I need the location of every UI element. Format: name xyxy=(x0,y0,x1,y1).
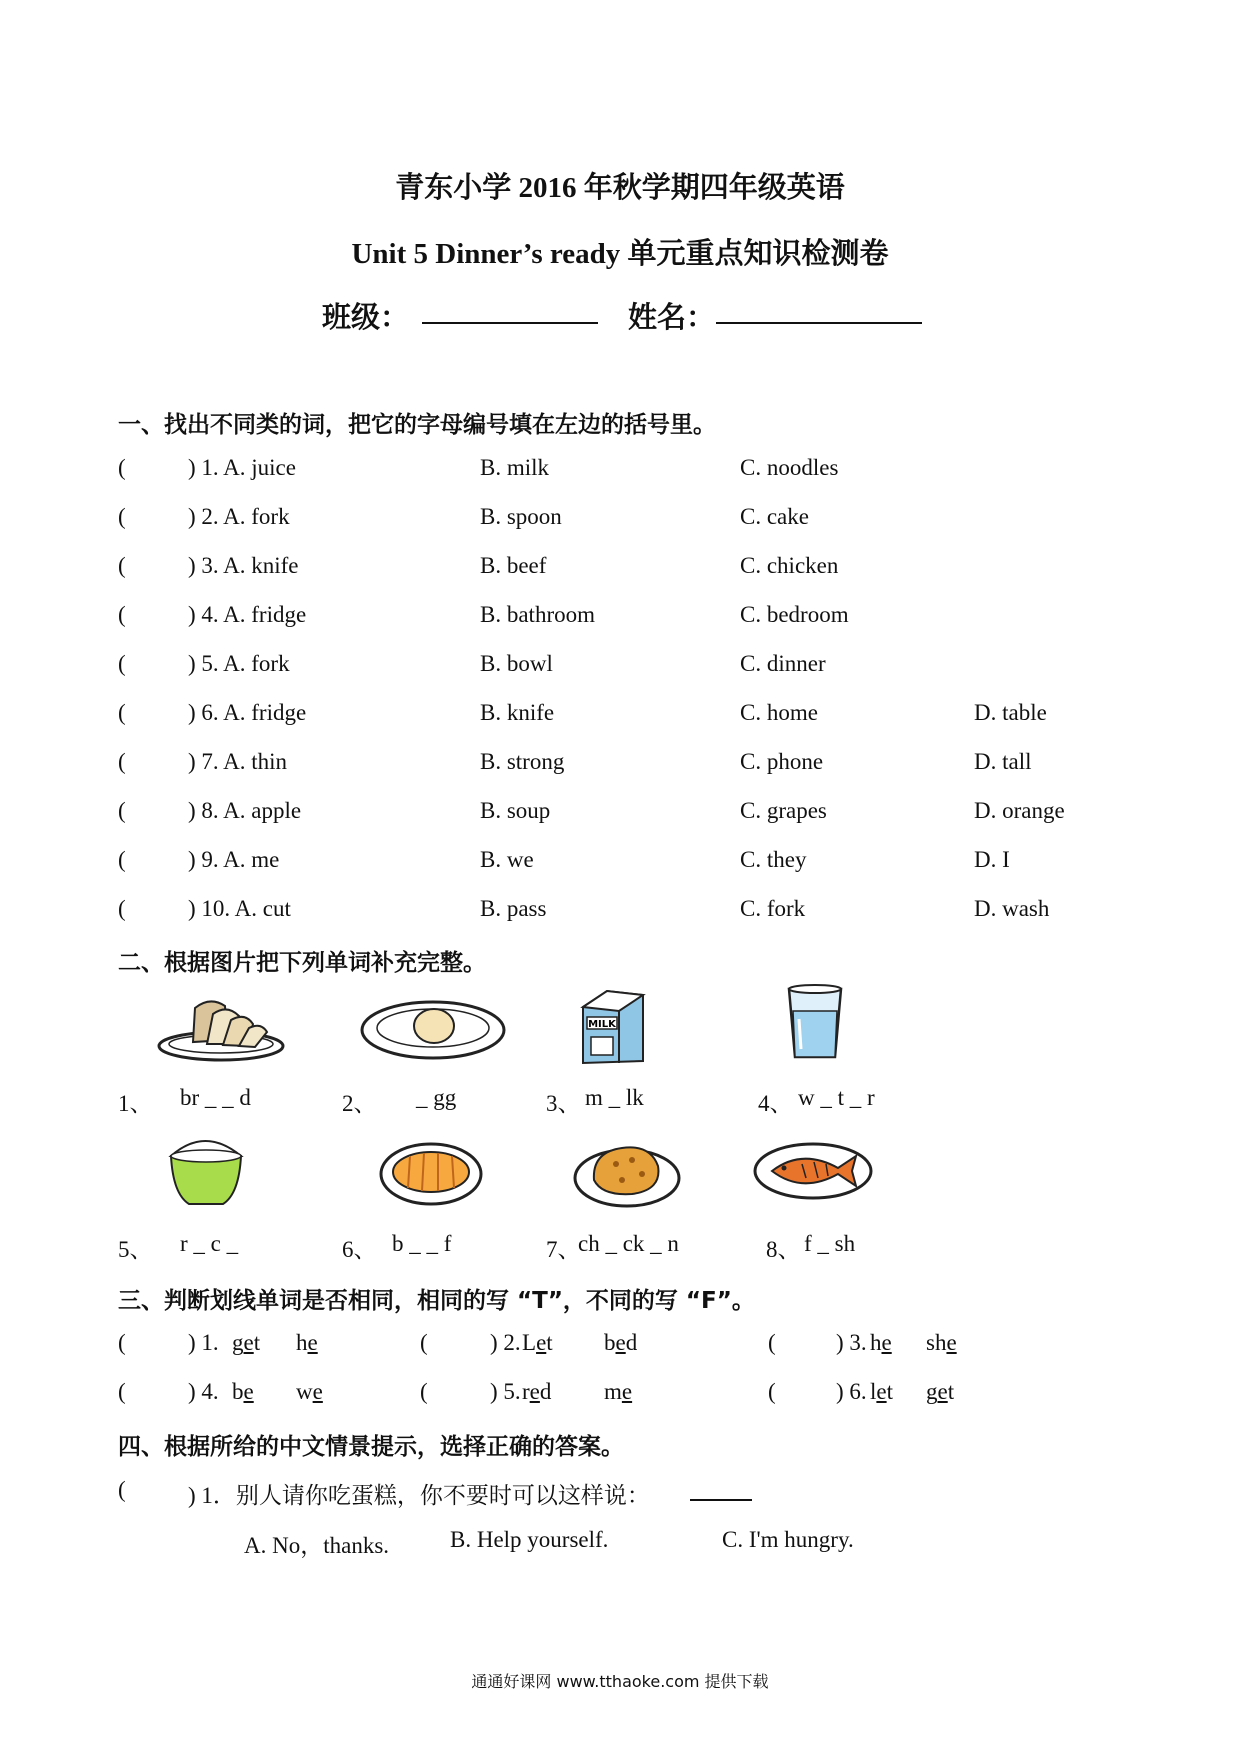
underlined-letter: e xyxy=(946,1330,957,1355)
bread-icon xyxy=(155,990,290,1065)
rice-icon xyxy=(165,1130,247,1210)
s1-option-c: C. bedroom xyxy=(740,602,849,627)
word-part: t xyxy=(947,1379,955,1404)
s3-word-2 xyxy=(926,1379,954,1405)
word-part: sh xyxy=(926,1330,947,1355)
s1-question-row xyxy=(0,700,1240,730)
pic2-num: 2、 xyxy=(342,1091,377,1116)
answer-paren[interactable]: ( xyxy=(118,504,126,529)
milk-icon xyxy=(577,985,649,1067)
s1-question-row xyxy=(0,798,1240,828)
s1-option-d: D. orange xyxy=(974,798,1065,823)
word-part: l xyxy=(870,1379,877,1404)
s1-option-c: C. cake xyxy=(740,504,809,529)
answer-paren[interactable]: ( xyxy=(420,1379,428,1404)
underlined-letter: e xyxy=(621,1379,633,1404)
egg-icon xyxy=(358,996,508,1064)
underlined-letter: e xyxy=(615,1330,626,1355)
word-part: m xyxy=(604,1379,622,1404)
section3-heading: 三、判断划线单词是否相同，相同的写 “T”，不同的写 “F”。 xyxy=(118,1288,755,1314)
s3-word-1 xyxy=(870,1330,892,1356)
s1-option-a: ) 3. A. knife xyxy=(188,553,299,578)
s1-option-d: D. tall xyxy=(974,749,1032,774)
s1-option-c: C. they xyxy=(740,847,807,872)
s1-option-b: B. bowl xyxy=(480,651,553,676)
answer-paren[interactable]: ( xyxy=(118,700,126,725)
s3-word-2 xyxy=(926,1330,957,1356)
answer-paren[interactable]: ( xyxy=(118,749,126,774)
word-part: b xyxy=(232,1379,244,1404)
answer-paren[interactable]: ( xyxy=(118,553,126,578)
s1-question-row xyxy=(0,651,1240,681)
s3-number: ) 4. xyxy=(188,1379,219,1404)
pic4-num: 4、 xyxy=(758,1091,793,1116)
answer-paren[interactable]: ( xyxy=(118,896,126,921)
word-part: L xyxy=(522,1330,537,1355)
s1-option-b: B. we xyxy=(480,847,534,872)
answer-paren[interactable]: ( xyxy=(118,1477,126,1502)
milk-carton-label: MILK xyxy=(588,1019,616,1030)
word-part: w xyxy=(296,1379,313,1404)
underlined-letter: e xyxy=(536,1330,547,1355)
answer-paren[interactable]: ( xyxy=(118,1379,126,1404)
word-part: g xyxy=(926,1379,938,1404)
s1-option-b: B. strong xyxy=(480,749,565,774)
s4-option-c[interactable]: C. I'm hungry. xyxy=(722,1527,854,1552)
section1-heading: 一、找出不同类的词，把它的字母编号填在左边的括号里。 xyxy=(118,412,716,438)
beef-icon xyxy=(378,1136,484,1208)
water-icon xyxy=(785,983,845,1063)
s3-word-1 xyxy=(522,1330,553,1356)
answer-paren[interactable]: ( xyxy=(420,1330,428,1355)
word-part: t xyxy=(886,1379,893,1404)
s1-option-a: ) 9. A. me xyxy=(188,847,280,872)
s4-q1-blank[interactable] xyxy=(690,1499,752,1501)
underlined-letter: e xyxy=(529,1379,540,1404)
name-blank[interactable] xyxy=(716,322,922,324)
picture-row-1 xyxy=(0,1085,1240,1115)
page-subtitle: Unit 5 Dinner’s ready 单元重点知识检测卷 xyxy=(351,238,889,270)
s1-option-a: ) 4. A. fridge xyxy=(188,602,307,627)
word-part: h xyxy=(870,1330,882,1355)
s3-question xyxy=(0,1379,955,1409)
s3-number: ) 3. xyxy=(836,1330,867,1355)
s1-option-c: C. phone xyxy=(740,749,824,774)
answer-paren[interactable]: ( xyxy=(118,651,126,676)
s1-option-b: B. soup xyxy=(480,798,551,823)
underlined-letter: e xyxy=(243,1330,254,1355)
word-part: t xyxy=(253,1330,261,1355)
pic8-word[interactable]: f _ sh xyxy=(804,1231,856,1256)
s3-word-2 xyxy=(604,1379,632,1405)
s1-question-row xyxy=(0,749,1240,779)
section2-heading: 二、根据图片把下列单词补充完整。 xyxy=(118,950,486,976)
underlined-letter: e xyxy=(881,1330,892,1355)
s1-option-b: B. beef xyxy=(480,553,547,578)
s1-option-a: ) 1. A. juice xyxy=(188,455,296,480)
s1-option-a: ) 7. A. thin xyxy=(188,749,288,774)
s3-word-1 xyxy=(870,1379,893,1405)
word-part: h xyxy=(296,1330,308,1355)
s1-option-c: C. grapes xyxy=(740,798,827,823)
pic3-word[interactable]: m _ lk xyxy=(585,1085,644,1110)
answer-paren[interactable]: ( xyxy=(768,1379,776,1404)
s3-word-1 xyxy=(522,1379,551,1405)
s3-number: ) 5. xyxy=(490,1379,521,1404)
picture-row-2 xyxy=(0,1231,1240,1261)
s1-option-c: C. home xyxy=(740,700,818,725)
word-part: b xyxy=(604,1330,616,1355)
s1-option-a: ) 2. A. fork xyxy=(188,504,290,529)
pic2-word[interactable]: _ gg xyxy=(416,1085,457,1110)
name-label: 姓名： xyxy=(628,302,716,334)
s1-option-d: D. I xyxy=(974,847,1010,872)
chicken-icon xyxy=(572,1134,682,1210)
s3-question xyxy=(0,1330,957,1360)
word-part: r xyxy=(522,1379,530,1404)
s3-word-2 xyxy=(604,1330,637,1356)
s1-option-a: ) 5. A. fork xyxy=(188,651,290,676)
s1-option-a: ) 8. A. apple xyxy=(188,798,302,823)
s4-option-b[interactable]: B. Help yourself. xyxy=(450,1527,609,1552)
s4-q1-options xyxy=(0,1527,1240,1557)
s3-number: ) 1. xyxy=(188,1330,219,1355)
s4-question-1 xyxy=(0,1477,1240,1507)
answer-paren[interactable]: ( xyxy=(118,455,126,480)
pic4-word[interactable]: w _ t _ r xyxy=(798,1085,875,1110)
pic6-word[interactable]: b _ _ f xyxy=(392,1231,452,1256)
s1-option-b: B. spoon xyxy=(480,504,562,529)
footer-credit: 通通好课网 www.tthaoke.com 提供下载 xyxy=(471,1672,769,1691)
section4-heading: 四、根据所给的中文情景提示，选择正确的答案。 xyxy=(118,1434,624,1460)
underlined-letter: e xyxy=(876,1379,887,1404)
s1-question-row xyxy=(0,455,1240,485)
s1-question-row xyxy=(0,896,1240,926)
s1-option-b: B. bathroom xyxy=(480,602,595,627)
s1-question-row xyxy=(0,504,1240,534)
pic5-num: 5、 xyxy=(118,1237,153,1262)
s1-question-row xyxy=(0,602,1240,632)
answer-paren[interactable]: ( xyxy=(118,1330,126,1355)
s1-question-row xyxy=(0,553,1240,583)
underlined-letter: e xyxy=(937,1379,948,1404)
s1-option-a: ) 10. A. cut xyxy=(188,896,291,921)
pic5-word[interactable]: r _ c _ xyxy=(180,1231,239,1256)
s1-option-d: D. wash xyxy=(974,896,1050,921)
s1-option-c: C. noodles xyxy=(740,455,839,480)
page-title: 青东小学 2016 年秋学期四年级英语 xyxy=(395,172,845,204)
pic7-word[interactable]: ch _ ck _ n xyxy=(578,1231,679,1256)
s3-number: ) 2. xyxy=(490,1330,521,1355)
word-part: g xyxy=(232,1330,244,1355)
s1-option-c: C. chicken xyxy=(740,553,839,578)
underlined-letter: e xyxy=(243,1379,254,1404)
s1-option-d: D. table xyxy=(974,700,1047,725)
underlined-letter: e xyxy=(312,1379,323,1404)
s1-option-a: ) 6. A. fridge xyxy=(188,700,307,725)
s1-question-row xyxy=(0,847,1240,877)
s1-option-b: B. milk xyxy=(480,455,550,480)
s1-option-b: B. pass xyxy=(480,896,547,921)
fish-icon xyxy=(752,1140,874,1202)
underlined-letter: e xyxy=(307,1330,318,1355)
pic3-num: 3、 xyxy=(546,1091,581,1116)
word-part: d xyxy=(625,1330,638,1355)
class-blank[interactable] xyxy=(422,322,598,324)
answer-paren[interactable]: ( xyxy=(118,602,126,627)
class-label: 班级： xyxy=(322,302,410,334)
answer-paren[interactable]: ( xyxy=(118,847,126,872)
pic1-word[interactable]: br _ _ d xyxy=(180,1085,251,1110)
pic6-num: 6、 xyxy=(342,1237,377,1262)
pic8-num: 8、 xyxy=(766,1237,801,1262)
word-part: t xyxy=(546,1330,553,1355)
s3-number: ) 6. xyxy=(836,1379,867,1404)
word-part: d xyxy=(539,1379,552,1404)
s4-option-a[interactable]: A. No，thanks. xyxy=(244,1533,390,1558)
s1-option-b: B. knife xyxy=(480,700,555,725)
pic1-num: 1、 xyxy=(118,1091,153,1116)
answer-paren[interactable]: ( xyxy=(118,798,126,823)
answer-paren[interactable]: ( xyxy=(768,1330,776,1355)
pic7-num: 7、 xyxy=(546,1237,581,1262)
s4-q1-text: ) 1．别人请你吃蛋糕，你不要时可以这样说： xyxy=(188,1483,650,1508)
s1-option-c: C. dinner xyxy=(740,651,826,676)
s1-option-c: C. fork xyxy=(740,896,806,921)
